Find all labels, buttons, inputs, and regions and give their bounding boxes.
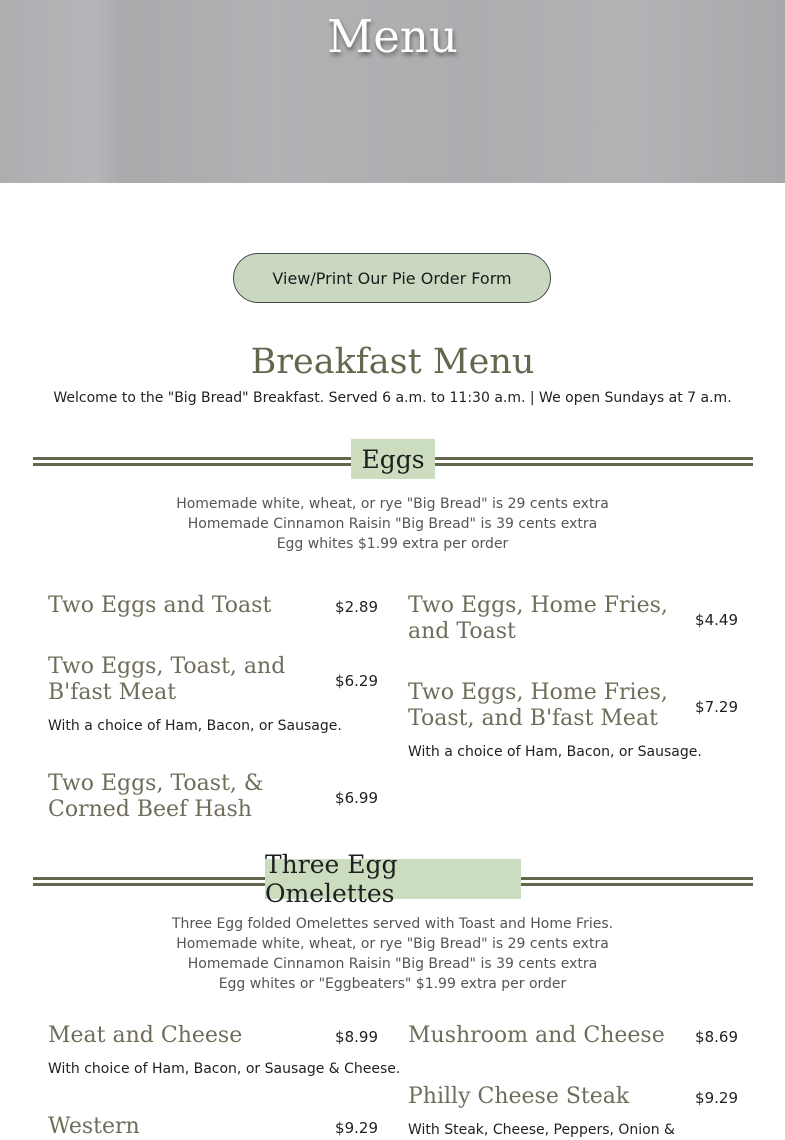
menu-item-name: Two Eggs, Toast, & Corned Beef Hash: [48, 771, 264, 822]
breakfast-welcome-text: Welcome to the "Big Bread" Breakfast. Served 6 a.m. to 11:30 a.m. | We open Sundays at 7 a.m.: [53, 390, 732, 406]
menu-item-description: With choice of Ham, Bacon, or Sausage & Cheese.: [48, 1061, 401, 1077]
menu-item-price: $8.69: [695, 1028, 738, 1046]
menu-item-price: $2.89: [335, 598, 378, 616]
menu-item-price: $7.29: [695, 698, 738, 716]
menu-item-price: $4.49: [695, 611, 738, 629]
menu-item-price: $8.99: [335, 1028, 378, 1046]
menu-item-name: Western: [48, 1114, 140, 1139]
menu-item-price: $6.29: [335, 672, 378, 690]
menu-item-name: Philly Cheese Steak: [408, 1084, 630, 1109]
page-title: Menu: [327, 10, 458, 63]
menu-item-price: $9.29: [695, 1089, 738, 1107]
menu-item-description: With Steak, Cheese, Peppers, Onion &: [408, 1122, 675, 1138]
menu-item-description: With a choice of Ham, Bacon, or Sausage.: [48, 718, 342, 734]
eggs-note: Homemade Cinnamon Raisin "Big Bread" is 39 cents extra: [187, 516, 598, 532]
hero-banner: [0, 0, 785, 183]
menu-item-name: Two Eggs, Home Fries, and Toast: [408, 593, 668, 644]
omelettes-note: Three Egg folded Omelettes served with Toast and Home Fries.: [171, 916, 614, 932]
menu-item-description: With a choice of Ham, Bacon, or Sausage.: [408, 744, 702, 760]
eggs-heading: Eggs: [351, 439, 435, 479]
menu-item-name: Two Eggs, Home Fries, Toast, and B'fast Meat: [408, 680, 668, 731]
menu-item-name: Mushroom and Cheese: [408, 1023, 665, 1048]
omelettes-note: Homemade white, wheat, or rye "Big Bread" is 29 cents extra: [176, 936, 609, 952]
menu-item-name: Two Eggs and Toast: [48, 593, 272, 618]
menu-item-price: $6.99: [335, 789, 378, 807]
omelettes-note: Egg whites or "Eggbeaters" $1.99 extra per order: [218, 976, 567, 992]
pie-order-form-button[interactable]: View/Print Our Pie Order Form: [233, 253, 551, 303]
menu-item-name: Meat and Cheese: [48, 1023, 243, 1048]
eggs-note: Egg whites $1.99 extra per order: [276, 536, 509, 552]
eggs-note: Homemade white, wheat, or rye "Big Bread" is 29 cents extra: [176, 496, 609, 512]
eggs-notes: [0, 494, 785, 554]
menu-item-price: $9.29: [335, 1119, 378, 1137]
omelettes-heading: Three Egg Omelettes: [265, 859, 521, 899]
breakfast-menu-title: Breakfast Menu: [250, 342, 535, 382]
menu-item-name: Two Eggs, Toast, and B'fast Meat: [48, 654, 286, 705]
omelettes-note: Homemade Cinnamon Raisin "Big Bread" is 39 cents extra: [187, 956, 598, 972]
omelettes-notes: [0, 914, 785, 994]
